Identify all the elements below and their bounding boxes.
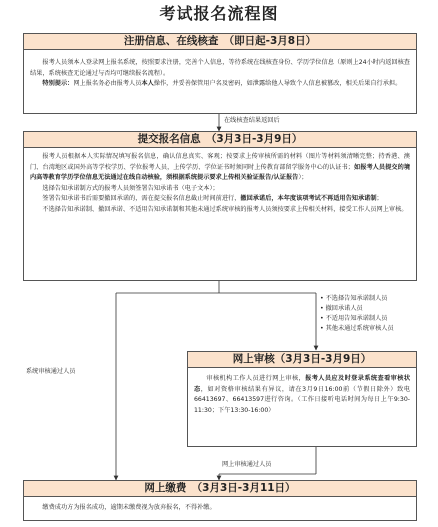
step3-box [187, 367, 417, 447]
step4-header: 网上缴费 （3月3日-3月11日） [23, 480, 417, 497]
option-item: • 其他未通过系统审核人员 [320, 325, 394, 332]
step1-box [23, 49, 417, 114]
step1-warning [30, 79, 410, 90]
step2-para2: 选择告知承诺制方式的报考人员须签署告知承诺书（电子文本）； [42, 184, 219, 192]
step2-para3-b: ； [376, 195, 383, 203]
step3-para-b: ，如对资格审核结果有异议，请在3月9日16:00前（节假日除外）致电66413697、66413597进行咨询。（工作日接听电话时间为每日上午9:30-11:30；下午13:30-16:00） [194, 385, 411, 414]
page-title: 考试报名流程图 [159, 4, 279, 23]
step1-para: 报考人员须本人登录网上报名系统，按照要求注册，完善个人信息，等待系统在线核查身份、学历学位信息（原则上24小时内返回核查结果，系统核查无论通过与否均可继续报名流程）。 [30, 59, 410, 77]
step4-body: 缴费成功方为报名成功，逾期未缴费视为放弃报名，不得补缴。 [42, 504, 216, 511]
step2-header: 提交报名信息 （3月3日-3月9日） [23, 131, 417, 148]
step3-para-bold: 报考人员应及时登录系统查看审核状态 [194, 375, 411, 393]
option-list [320, 294, 394, 334]
option-label: 不适用告知承诺制人员 [325, 315, 388, 322]
left-branch-label: 系统审核通过人员 [26, 368, 76, 375]
step3-header: 网上审核（3月3日-3月9日） [187, 351, 417, 368]
option-label: 不选择告知承诺制人员 [325, 295, 388, 302]
warning-text-a: 网上报名务必由报考人员 [73, 80, 142, 88]
step1-header: 注册信息、在线核查 （即日起-3月8日） [23, 33, 417, 50]
warning-text-b: 操作，并妥善保管用户名及密码，如泄露给他人导致个人信息被篡改，相关后果自行承担。 [153, 80, 402, 88]
step2-para4: 不选择告知承诺制、撤回承诺、不适用告知承诺制和其他未通过系统审核的报考人员须按要求上传相关材料，接受工作人员网上审核。 [42, 205, 408, 213]
step2-para1-a: 报考人员根据本人实际情况填写报名信息，确认信息真实、客观；按要求上传审核所需的材料（图片等材料须清晰完整；持香港、澳门、台湾地区或国外高等学校学历、学位报考人员，上传学历、学位证书时须同时上传教育部留学服务中心的认证书； [30, 153, 410, 171]
step2-para3-a: 签署告知承诺书后需要撤回承诺的，需在提交报名信息截止时间前进行， [42, 195, 241, 203]
step4-box [23, 496, 417, 521]
step2-para3-bold: 撤回承诺后，本年度该项考试不再适用告知承诺制 [240, 195, 377, 203]
step2-para1 [30, 152, 410, 184]
option-item: • 撤回承诺人员 [320, 305, 363, 312]
step2-para1-b: ）； [298, 174, 308, 182]
warning-bold: 本人 [141, 80, 154, 88]
step2-para1-bold: 如报考人员提交的境内高等教育学历学位信息无法通过在线自动核验，须根据系统提示要求上传相关验证报告/认证报告 [30, 163, 411, 182]
step3-para-a: 审核机构工作人员进行网上审核， [206, 375, 306, 382]
warning-label: 特别提示： [42, 80, 74, 88]
link-label-2: 网上审核通过人员 [222, 461, 272, 468]
option-label: 其他未通过系统审核人员 [325, 325, 394, 332]
step3-para [194, 374, 410, 416]
step2-para3 [30, 194, 410, 205]
step2-box [23, 147, 417, 281]
link-label-1: 在线核查结果返回后 [224, 117, 280, 124]
option-item: • 不适用告知承诺制人员 [320, 315, 388, 322]
option-label: 撤回承诺人员 [325, 305, 363, 312]
option-item: • 不选择告知承诺制人员 [320, 295, 388, 302]
